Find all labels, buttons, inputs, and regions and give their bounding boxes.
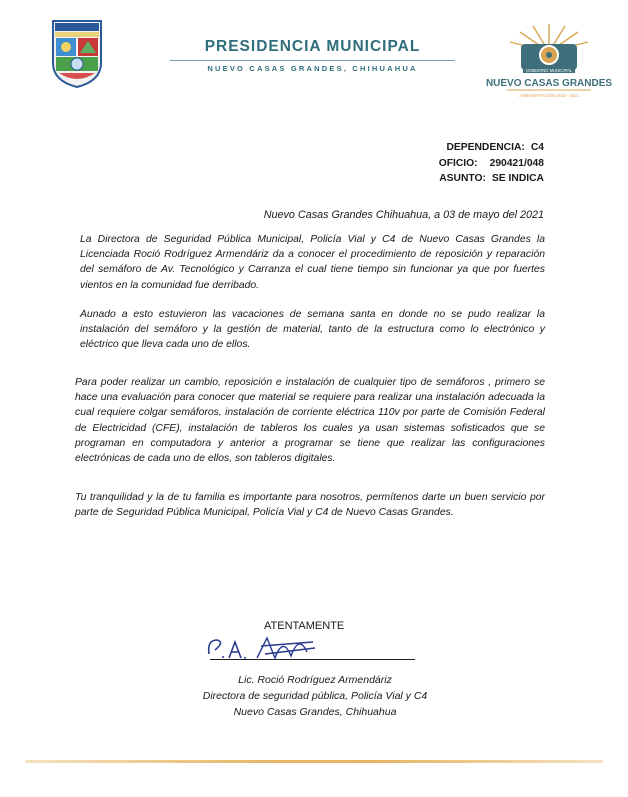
logo-bottom-text: ADMINISTRACIÓN 2018 - 2021 <box>519 93 579 98</box>
header-title: PRESIDENCIA MUNICIPAL <box>204 38 421 55</box>
ref-asunto <box>439 171 544 187</box>
asunto-value: SE INDICA <box>491 173 544 184</box>
ref-oficio <box>439 156 544 172</box>
oficio-value: 290421/048 <box>489 157 544 169</box>
signer-location: Nuevo Casas Grandes, Chihuahua <box>233 706 397 718</box>
reference-block <box>439 140 544 187</box>
dependencia-label: DEPENDENCIA: <box>446 142 525 153</box>
signature-line <box>210 659 415 660</box>
letterhead <box>170 38 455 73</box>
ref-dependencia <box>439 140 544 156</box>
paragraph-2: Aunado a esto estuvieron las vacaciones de semana santa en donde no se pudo realizar la instalación del semáforo y la gestión de material, tanto de la estructura como lo electrónico y eléctrico que lleva cada uno de ellos. <box>80 309 545 351</box>
letter-date: Nuevo Casas Grandes Chihuahua, a 03 de mayo del 2021 <box>263 209 544 221</box>
header-divider <box>170 60 455 61</box>
paragraph-4: Tu tranquilidad y la de tu familia es importante para nosotros, permítenos darte un buen servicio por parte de Seguridad Pública Municipal, Policía Vial y C4 de Nuevo Casas Grandes. <box>75 492 545 519</box>
dependencia-value: C4 <box>530 142 544 153</box>
paragraph-1: La Directora de Seguridad Pública Municipal, Policía Vial y C4 de Nuevo Casas Grandes la Licenciada Roció Rodríguez Armendáriz da a conocer el procedimiento de reposición y reparación del semáforo de Av. Tecnológico y Carranza el cual tiene tiempo sin funcionar ya que por fuertes vientos en la comunidad fue derribado. <box>80 234 545 291</box>
signer-block <box>150 672 480 720</box>
logo-name-text: NUEVO CASAS GRANDES <box>485 78 613 89</box>
header-subtitle: NUEVO CASAS GRANDES, CHIHUAHUA <box>207 64 418 73</box>
logo-top-text: GOBIERNO MUNICIPAL <box>525 68 573 73</box>
asunto-label: ASUNTO: <box>439 173 486 184</box>
train-sun-logo-icon <box>485 22 613 108</box>
closing-atentamente: ATENTAMENTE <box>264 620 345 632</box>
oficio-label: OFICIO: <box>438 157 478 169</box>
signer-name: Lic. Roció Rodríguez Armendáriz <box>238 674 392 686</box>
municipal-shield-icon <box>51 19 103 89</box>
signer-position: Directora de seguridad pública, Policía Vial y C4 <box>202 690 428 702</box>
footer-decorative-bar <box>25 760 603 763</box>
paragraph-3: Para poder realizar un cambio, reposición e instalación de cualquier tipo de semáforos , primero se hace una evaluación para conocer que material se requiere para realizar una instalación adecuada la cual requiere colgar semáforos, instalación de corriente eléctrica 110v por parte de Comisión Federal de Electricidad (CFE), instalación de tableros los cuales ya usan sistemas sofisticados que se programan en computadora y anterior a programar se tiene que realizar las configuraciones electrónicas de cada uno de ellos, son tableros digitales. <box>75 377 545 465</box>
